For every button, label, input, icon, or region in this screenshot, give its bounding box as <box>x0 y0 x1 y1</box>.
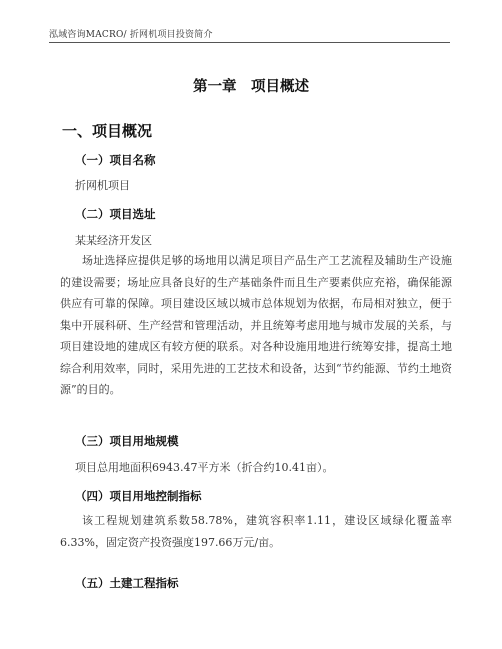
land-control-paragraph: 该工程规划建筑系数58.78%，建筑容积率1.11，建设区域绿化覆盖率6.33%，固定资产投资强度197.66万元/亩。 <box>60 514 452 549</box>
subsection-heading-land-control: （四）项目用地控制指标 <box>75 489 202 503</box>
page-header <box>0 0 502 46</box>
project-name-text: 折网机项目 <box>75 179 130 192</box>
section-heading: 一、项目概况 <box>62 122 153 140</box>
subsection-heading-site: （二）项目选址 <box>75 207 156 221</box>
subsection-heading-civil: （五）土建工程指标 <box>75 576 179 590</box>
land-scale-text: 项目总用地面积6943.47平方米（折合约10.41亩）。 <box>75 461 334 474</box>
site-paragraph: 场址选择应提供足够的场地用以满足项目产品生产工艺流程及辅助生产设施的建设需要；场址应具备良好的生产基础条件而且生产要素供应充裕，确保能源供应有可靠的保障。项目建设区域以城市总体规划为依据，布局相对独立，便于集中开展科研、生产经营和管理活动，并且统筹考虑用地与城市发展的关系，与项目建设地的建成区有较方便的联系。对各种设施用地进行统筹安排，提高土地综合利用效率，同时，采用先进的工艺技术和设备，达到“节约能源、节约土地资源”的目的。 <box>60 254 452 396</box>
chapter-title: 第一章 项目概述 <box>193 79 309 95</box>
site-text: 某某经济开发区 <box>75 234 152 247</box>
subsection-heading-land-scale: （三）项目用地规模 <box>75 434 179 448</box>
header-divider <box>49 42 450 43</box>
subsection-heading-name: （一）项目名称 <box>75 153 156 167</box>
header-text: 泓域咨询MACRO/ 折网机项目投资简介 <box>49 30 213 40</box>
